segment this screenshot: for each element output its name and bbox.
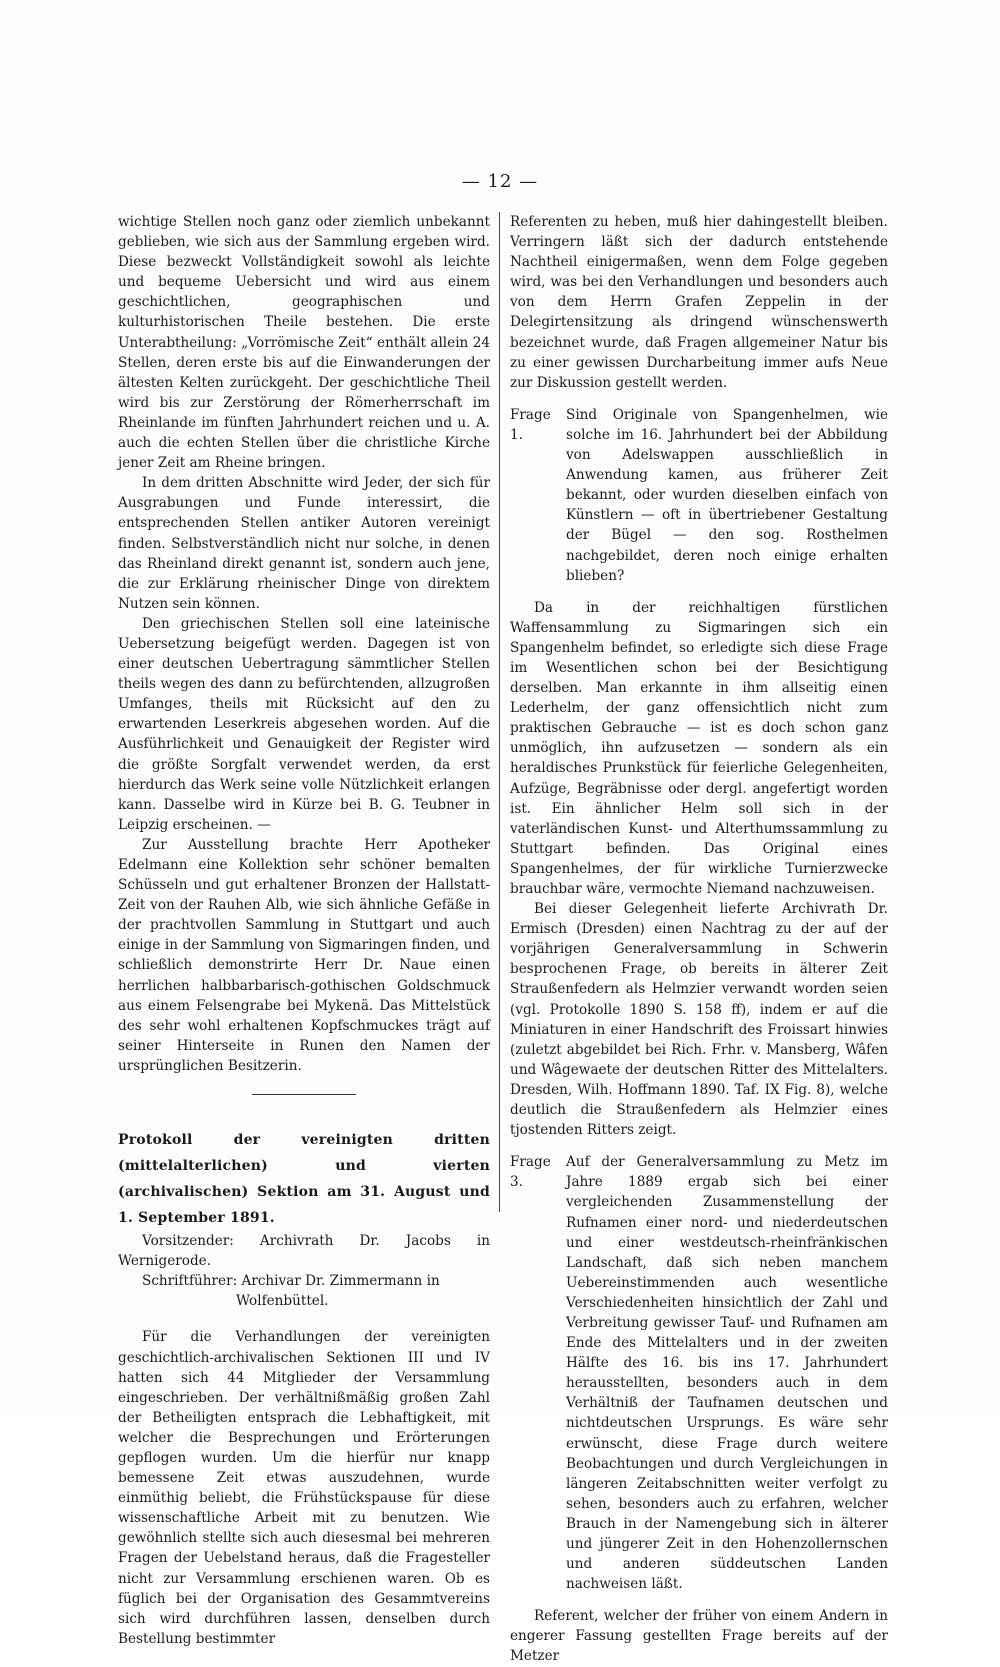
chair-line: Vorsitzender: Archivrath Dr. Jacobs in Wernigerode. [118,1233,490,1270]
section-separator [252,1094,356,1095]
left-column [118,212,490,1649]
body-paragraph: Referenten zu heben, muß hier dahingestellt bleiben. Verringern läßt sich der dadurch entstehende Nachtheil einigermaßen, wenn dem Folge gegeben wird, was bei den Verhandlungen und besonders auch von dem Herrn Grafen Zeppelin in der Delegirtensitzung als dringend wünschenswerth bezeichnet wurde, daß Fragen allgemeiner Natur bis zu einer gewissen Durcharbeitung immer aufs Neue zur Diskussion gestellt werden. [510,214,888,391]
question-text: Auf der Generalversammlung zu Metz im Jahre 1889 ergab sich bei einer vergleichenden Zusammenstellung der Rufnamen einer nord- und niederdeutschen und einer westdeutsch-rheinfränkischen Landschaft, daß sich neben manchem Uebereinstimmenden auch wesentliche Verschiedenheiten hinsichtlich der Zahl und Verbreitung gewisser Tauf- und Rufnamen am Ende des Mittelalters und in der zweiten Hälfte des 16. bis ins 17. Jahrhundert herausstellten, besonders auch in dem Verhältniß der Taufnamen deutschen und nichtdeutschen Ursprungs. Es wäre sehr erwünscht, diese Frage durch weitere Beobachtungen und durch Vergleichungen in längeren Zeitabschnitten weiter verfolgt zu sehen, besonders auch zu erfahren, welcher Brauch in der Namengebung sich in älterer und jüngerer Zeit in den Hohenzollernschen und anderen süddeutschen Landen nachweisen läßt. [566,1154,888,1593]
body-paragraph: Bei dieser Gelegenheit lieferte Archivrath Dr. Ermisch (Dresden) einen Nachtrag zu der auf der vorjährigen Generalversammlung in Schwerin besprochenen Frage, ob bereits in älterer Zeit Straußenfedern als Helmzier verwandt worden seien (vgl. Protokolle 1890 S. 158 ff), indem er auf die Miniaturen in einer Handschrift des Froissart hinwies (zuletzt abgebildet bei Rich. Frhr. v. Mansberg, Wâfen und Wâgewaete der deutschen Ritter des Mittelalters. Dresden, Wilh. Hoffmann 1890. Taf. IX Fig. 8), welche deutlich die Straußenfedern als Helmzier eines tjostenden Ritters zeigt. [510,901,888,1139]
body-paragraph: In dem dritten Abschnitte wird Jeder, der sich für Ausgrabungen und Funde interessirt, die entsprechenden Stellen antiker Autoren vereinigt finden. Selbstverständlich nicht nur solche, in denen das Rheinland direkt genannt ist, sondern auch jene, die zur Erklärung rheinischer Dinge von direktem Nutzen sein können. [118,475,490,612]
body-paragraph: Für die Verhandlungen der vereinigten geschichtlich-archivalischen Sektionen III und IV hatten sich 44 Mitglieder der Versammlung eingeschrieben. Der verhältnißmäßig großen Zahl der Betheiligten entsprach die Lebhaftigkeit, mit welcher die Besprechungen und Erörterungen gepflogen wurden. Um die hierfür nur knapp bemessene Zeit etwas auszudehnen, wurde einmüthig beliebt, die Frühstückspause für diese wissenschaftliche Arbeit mit zu benutzen. Wie gewöhnlich stellte sich auch diesesmal bei mehreren Fragen der Uebelstand heraus, daß die Fragesteller nicht zur Versammlung erschienen waren. Ob es füglich bei der Organisation des Gesammtvereins sich wird durchführen lassen, denselben durch Bestellung bestimmter [118,1329,490,1647]
question-label: Frage 3. [510,1154,551,1191]
body-paragraph: Referent, welcher der früher von einem Andern in engerer Fassung gestellten Frage bereits auf der Metzer [510,1608,888,1665]
session-officers [118,1231,490,1311]
section-heading: Protokoll der vereinigten dritten (mittelalterlichen) und vierten (archivalischen) Sektion am 31. August und 1. September 1891. [118,1132,490,1227]
column-divider [499,212,500,1212]
spacer [118,1317,490,1327]
body-paragraph: wichtige Stellen noch ganz oder ziemlich unbekannt geblieben, wie sich aus der Sammlung ergeben wird. Diese bezweckt Vollständigkeit sowohl als leichte und bequeme Uebersicht und wird aus einem geschichtlichen, geographischen und kulturhistorischen Theile bestehen. Die erste Unterabtheilung: „Vorrömische Zeit“ enthält allein 24 Stellen, deren erste bis auf die Einwanderungen der ältesten Kelten zurückgeht. Der geschichtliche Theil wird bis zur Zerstörung der Römerherrschaft im Rheinlande im fünften Jahrhundert reichen und u. A. auch die echten Stellen über die christliche Kirche jener Zeit am Rheine bringen. [118,214,490,472]
right-column [510,212,888,1667]
question-block [510,405,888,586]
question-block [510,1152,888,1594]
secretary-line: Schriftführer: Archivar Dr. Zimmermann in [142,1273,440,1290]
question-text: Sind Originale von Spangenhelmen, wie solche im 16. Jahrhundert bei der Abbildung von Adelswappen ausschließlich in Anwendung kamen, aus früherer Zeit bekannt, oder wurden dieselben einfach von Künstlern — oft in übertriebener Gestaltung der Bügel — den sog. Rosthelmen nachgebildet, deren noch einige erhalten blieben? [566,406,888,584]
body-paragraph: Da in der reichhaltigen fürstlichen Waffensammlung zu Sigmaringen sich ein Spangenhelm befindet, so erledigte sich diese Frage im Wesentlichen schon bei der Besichtigung derselben. Man erkannte in ihm allseitig einen Lederhelm, der ganz offensichtlich nicht zum praktischen Gebrauche — ist es doch schon ganz unmöglich, ihn aufzusetzen — sondern als ein heraldisches Prunkstück für feierliche Gelegenheiten, Aufzüge, Begräbnisse oder dergl. angefertigt worden ist. Ein ähnlicher Helm soll sich in der vaterländischen Kunst- und Alterthumssammlung zu Stuttgart befinden. Das Original eines Spangenhelmes, der für wirkliche Turnierzwecke brauchbar wäre, vermochte Niemand nachzuweisen. [510,599,888,897]
question-label: Frage 1. [510,406,551,443]
secretary-place: Wolfenbüttel. [236,1293,329,1310]
page-number: — 12 — [461,171,539,192]
body-paragraph: Den griechischen Stellen soll eine lateinische Uebersetzung beigefügt werden. Dagegen ist von einer deutschen Uebertragung sämmtlicher Stellen theils wegen des dann zu befürchtenden, allzugroßen Umfanges, theils mit Rücksicht auf den zu erwartenden Leserkreis abgesehen worden. Auf die Ausführlichkeit und Genauigkeit der Register wird die größte Sorgfalt verwendet werden, da erst hierdurch das Werk seine volle Nützlichkeit erlangen kann. Dasselbe wird in Kürze bei B. G. Teubner in Leipzig erscheinen. — [118,615,490,833]
body-paragraph: Zur Ausstellung brachte Herr Apotheker Edelmann eine Kollektion sehr schöner bemalten Schüsseln und gut erhaltener Bronzen der Hallstatt-Zeit von der Rauhen Alb, wie sich ähnliche Gefäße in der prachtvollen Sammlung in Stuttgart und auch einige in der Sammlung von Sigmaringen finden, und schließlich demonstrirte Herr Dr. Naue einen herrlichen halbbarbarisch-gothischen Goldschmuck aus einem Felsengrabe bei Mykenä. Das Mittelstück des sehr wohl erhaltenen Kopfschmuckes trägt auf seiner Hinterseite in Runen den Namen der ursprünglichen Besitzerin. [118,836,490,1074]
